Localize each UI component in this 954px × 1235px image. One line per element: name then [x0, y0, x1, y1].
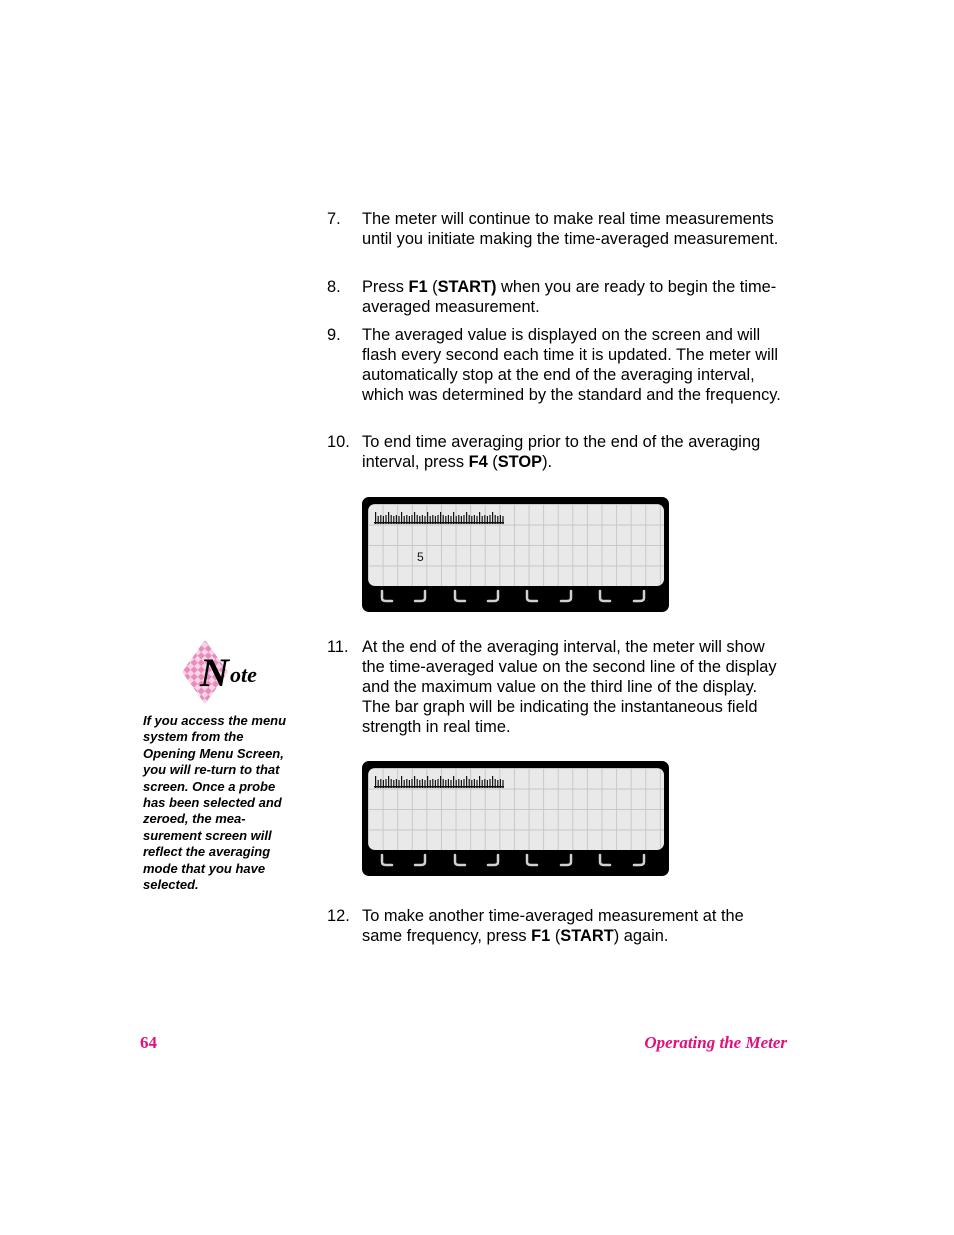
- softkey-bracket-right: [415, 591, 425, 601]
- key-f1: F1: [408, 278, 428, 296]
- step-10: [327, 432, 787, 472]
- step-number: 12.: [327, 907, 350, 925]
- softkey-row: [362, 851, 669, 871]
- softkey-bracket-left: [382, 591, 392, 601]
- lcd-screen: [368, 768, 664, 850]
- softkey-row: [362, 587, 669, 607]
- step-text: To make another time-averaged measurement at the same frequency, press F1 (START) again.: [362, 907, 744, 945]
- step-number: 11.: [327, 638, 349, 656]
- key-f1: F1: [531, 927, 551, 945]
- softkey-bracket-right: [634, 591, 644, 601]
- step-8: [327, 277, 787, 317]
- step-9: [327, 325, 787, 405]
- step-text: The meter will continue to make real time measurements until you initiate making the time-averaged measurement.: [362, 210, 779, 248]
- step-number: 10.: [327, 433, 350, 451]
- step-text: To end time averaging prior to the end of the averaging interval, press F4 (STOP).: [362, 433, 761, 471]
- note-initial: N: [200, 650, 229, 695]
- softkey-bracket-left: [600, 591, 610, 601]
- note-text: If you access the menu system from the Opening Menu Screen, you will re-turn to that screen. Once a probe has been selected and zeroed, the mea-surement screen will reflect the averaging mode that you have selected.: [143, 713, 287, 893]
- note-rest: ote: [230, 662, 257, 687]
- softkey-bracket-left: [600, 855, 610, 865]
- note-logo: [180, 638, 280, 706]
- lcd-averaged-value: 5: [417, 550, 424, 564]
- lcd-screen: [368, 504, 664, 586]
- softkey-bracket-left: [382, 855, 392, 865]
- page-number: 64: [140, 1033, 157, 1052]
- softkey-bracket-left: [455, 591, 465, 601]
- section-title: Operating the Meter: [644, 1033, 787, 1052]
- softkey-bracket-right: [488, 855, 498, 865]
- step-text: At the end of the averaging interval, the meter will show the time-averaged value on the second line of the display and the maximum value on the third line of the display. The bar graph will be indicating the instantaneous field strength in real time.: [362, 638, 777, 736]
- key-start: START): [437, 278, 497, 296]
- softkey-bracket-right: [561, 855, 571, 865]
- bar-baseline: [374, 786, 504, 788]
- step-number: 8.: [327, 278, 341, 296]
- bar-baseline: [374, 522, 504, 524]
- step-number: 7.: [327, 210, 341, 228]
- step-12: [327, 906, 787, 946]
- step-7: [327, 209, 787, 249]
- softkey-bracket-left: [527, 591, 537, 601]
- step-text: Press F1 (START) when you are ready to begin the time-averaged measurement.: [362, 278, 777, 316]
- softkey-bracket-left: [455, 855, 465, 865]
- lcd-display-averaging: [362, 497, 669, 612]
- softkey-bracket-right: [415, 855, 425, 865]
- key-f4: F4: [468, 453, 488, 471]
- lcd-bar-graph: [374, 776, 504, 788]
- step-text: The averaged value is displayed on the screen and will flash every second each time it is updated. The meter will automatically stop at the end of the averaging interval, which was determined by the standard and the frequency.: [362, 326, 781, 404]
- softkey-bracket-right: [488, 591, 498, 601]
- softkey-bracket-right: [561, 591, 571, 601]
- softkey-bracket-right: [634, 855, 644, 865]
- key-stop: STOP: [497, 453, 543, 471]
- lcd-bar-graph: [374, 512, 504, 524]
- lcd-display-result: [362, 761, 669, 876]
- step-11: [327, 637, 787, 737]
- step-number: 9.: [327, 326, 341, 344]
- softkey-bracket-left: [527, 855, 537, 865]
- key-start: START: [560, 927, 614, 945]
